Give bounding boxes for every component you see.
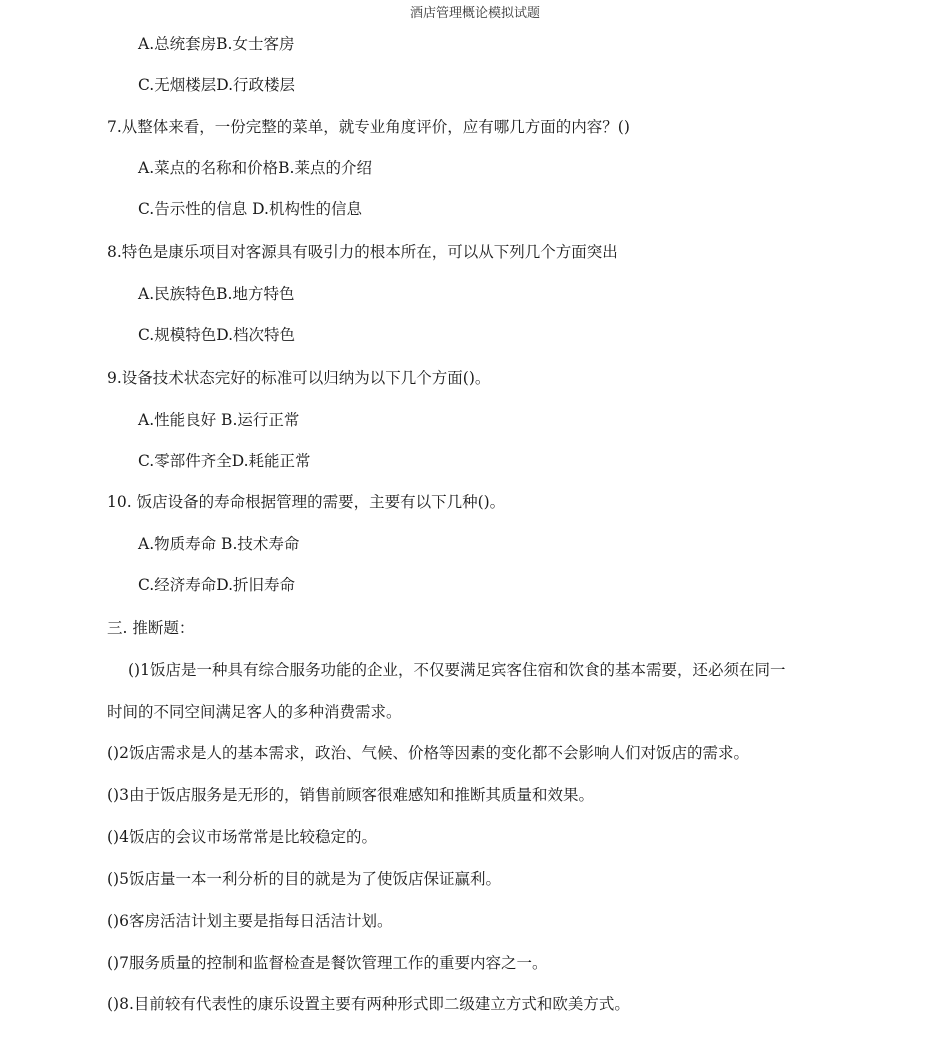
option-line: A.民族特色B.地方特色	[138, 285, 295, 303]
judgment-item-6: ()6客房活洁计划主要是指每日活洁计划。	[107, 912, 393, 930]
page-header-title: 酒店管理概论模拟试题	[409, 6, 540, 21]
question-8: 8.特色是康乐项目对客源具有吸引力的根本所在，可以从下列几个方面突出	[107, 243, 618, 261]
question-10: 10. 饭店设备的寿命根据管理的需要，主要有以下几种()。	[107, 493, 506, 511]
question-9: 9.设备技术状态完好的标准可以归纳为以下几个方面()。	[107, 369, 491, 387]
judgment-item-7: ()7服务质量的控制和监督检查是餐饮管理工作的重要内容之一。	[107, 954, 548, 972]
judgment-item-4: ()4饭店的会议市场常常是比较稳定的。	[107, 828, 377, 846]
option-line: A.菜点的名称和价格B.莱点的介绍	[138, 159, 372, 177]
judgment-item-5: ()5饭店量一本一利分析的目的就是为了使饭店保证赢利。	[107, 870, 501, 888]
option-line: A.总统套房B.女士客房	[138, 35, 295, 53]
judgment-item-1: ()1饭店是一种具有综合服务功能的企业，不仅要满足宾客住宿和饮食的基本需要，还必须在同一	[128, 661, 786, 679]
question-7: 7.从整体来看，一份完整的菜单，就专业角度评价，应有哪几方面的内容？()	[107, 118, 630, 136]
option-line: A.物质寿命 B.技术寿命	[138, 535, 300, 553]
section-heading: 三. 推断题：	[107, 619, 195, 637]
judgment-item-1-continued: 时间的不同空间满足客人的多种消费需求。	[107, 703, 402, 721]
option-line: C.无烟楼层D.行政楼层	[138, 76, 296, 94]
option-line: A.性能良好 B.运行正常	[138, 411, 300, 429]
judgment-item-2: ()2饭店需求是人的基本需求，政治、气候、价格等因素的变化都不会影响人们对饭店的需求。	[107, 744, 749, 762]
option-line: C.告示性的信息 D.机构性的信息	[138, 200, 362, 218]
option-line: C.经济寿命D.折旧寿命	[138, 576, 296, 594]
option-line: C.规模特色D.档次特色	[138, 326, 296, 344]
judgment-item-3: ()3由于饭店服务是无形的，销售前顾客很难感知和推断其质量和效果。	[107, 786, 594, 804]
option-line: C.零部件齐全D.耗能正常	[138, 452, 311, 470]
judgment-item-8: ()8.目前较有代表性的康乐设置主要有两种形式即二级建立方式和欧美方式。	[107, 995, 630, 1013]
